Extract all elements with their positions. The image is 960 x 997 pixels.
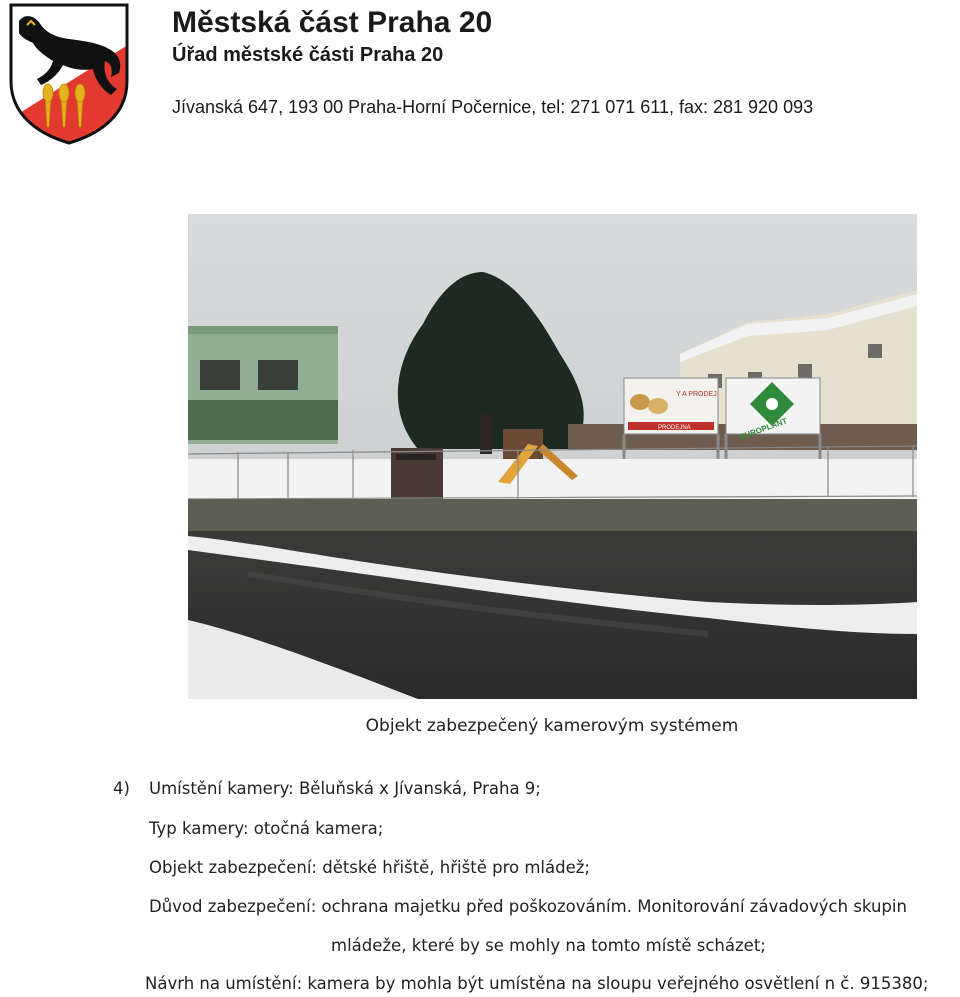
camera-type: Typ kamery: otočná kamera; [149, 819, 384, 838]
billboard-left-label: PRODEJNA [658, 425, 691, 431]
photo-caption: Objekt zabezpečený kamerovým systémem [365, 716, 739, 736]
entry-number: 4) [113, 779, 130, 798]
camera-location: Umístění kamery: Běluňská x Jívanská, Praha 9; [149, 779, 541, 798]
security-reason: Důvod zabezpečení: ochrana majetku před poškozováním. Monitorování závadových skupin [149, 897, 907, 916]
site-photo [188, 214, 917, 699]
placement-proposal: Návrh na umístění: kamera by mohla být umístěna na sloupu veřejného osvětlení n č. 915380; [145, 974, 929, 993]
billboard-left-headline: Y A PRODEJ [676, 391, 717, 398]
billboard-right-label: EUROPLANT [738, 416, 789, 442]
page-title: Městská část Praha 20 [172, 6, 493, 39]
coat-of-arms-logo [7, 3, 131, 145]
secured-object: Objekt zabezpečení: dětské hřiště, hřiště pro mládež; [149, 858, 590, 877]
office-name: Úřad městské části Praha 20 [172, 44, 444, 66]
contact-address: Jívanská 647, 193 00 Praha-Horní Počernice, tel: 271 071 611, fax: 281 920 093 [172, 97, 814, 117]
security-reason-continued: mládeže, které by se mohly na tomto místě scházet; [331, 936, 766, 955]
